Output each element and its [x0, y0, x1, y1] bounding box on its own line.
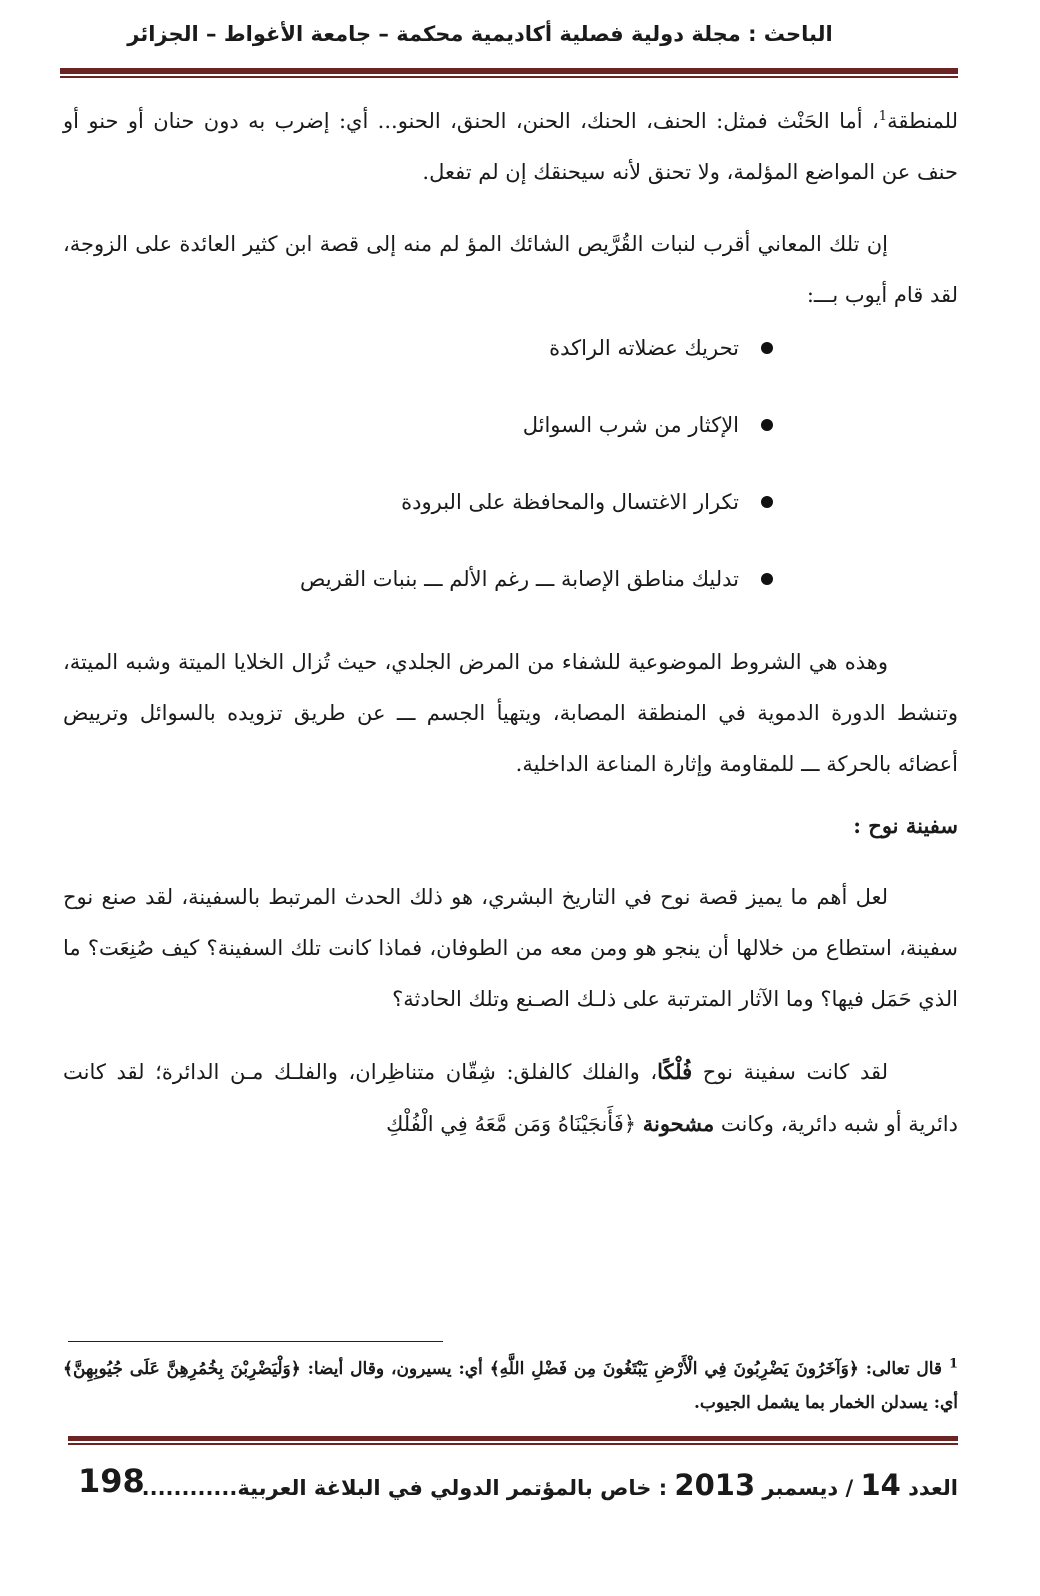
article-body: [63, 96, 958, 1150]
issue-separator: /: [838, 1476, 861, 1500]
issue-month: ديسمبر: [755, 1476, 839, 1500]
list-item-text: تكرار الاغتسال والمحافظة على البرودة: [401, 490, 739, 514]
issue-label: العدد: [900, 1476, 958, 1500]
paragraph-2: إن تلك المعاني أقرب لنبات القُرَّيص الشائك المؤ لم منه إلى قصة ابن كثير العائدة على الزوجة، لقد قام أيوب بـــ:: [63, 232, 958, 307]
paragraph-1-start: للمنطقة: [887, 109, 958, 133]
list-item-text: تدليك مناطق الإصابة ـــ رغم الألم ـــ بنبات القريص: [300, 567, 739, 591]
bullet-icon: [761, 419, 773, 431]
paragraph-5: [63, 1046, 958, 1150]
paragraph-1: [63, 96, 958, 198]
section-heading: سفينة نوح :: [853, 813, 958, 838]
header-rule: [60, 68, 958, 78]
footnote-separator: [68, 1341, 443, 1342]
bullet-list: [63, 329, 958, 637]
issue-year: 2013: [674, 1468, 756, 1502]
footnote-marker: 1: [948, 1356, 958, 1372]
footnote-ref[interactable]: 1: [878, 109, 888, 124]
bullet-icon: [761, 342, 773, 354]
page-footer: [78, 1462, 958, 1508]
list-item: [63, 483, 773, 560]
issue-description: : خاص بالمؤتمر الدولي في البلاغة العربية............: [141, 1476, 675, 1500]
footer-rule: [68, 1436, 958, 1445]
bullet-icon: [761, 573, 773, 585]
paragraph-5-text-b: ، والفلك كالفلق: شِقّان متناظِران، والفلـك مـن الدائرة؛ لقد كانت دائرية أو شبه دائرية، وكانت: [63, 1060, 958, 1136]
paragraph-4: لعل أهم ما يميز قصة نوح في التاريخ البشري، هو ذلك الحدث المرتبط بالسفينة، لقد صنع نوح سفينة، استطاع من خلالها أن ينجو هو ومن معه من الطوفان، فماذا كانت تلك السفينة؟ كيف صُنِعَت؟ ما الذي حَمَل فيها؟ وما الآثار المترتبة على ذلـك الصـنع وتلك الحادثة؟: [63, 885, 958, 1011]
footnote-text: قال تعالى: ﴿وَآخَرُونَ يَضْرِبُونَ فِي الْأَرْضِ يَبْتَغُونَ مِن فَضْلِ اللَّهِ﴾ أي: يسيرون، وقال أيضا: ﴿وَلْيَضْرِبْنَ بِخُمُرِهِنَّ عَلَى جُيُوبِهِنَّ﴾ أي: يسدلن الخمار بما يشمل الجيوب.: [63, 1359, 958, 1413]
list-item: [63, 406, 773, 483]
paragraph-5-text-a: لقد كانت سفينة نوح: [692, 1060, 888, 1084]
footnote: [63, 1352, 958, 1420]
list-item-text: الإكثار من شرب السوائل: [522, 413, 739, 437]
bold-term-mashhuna: مشحونة: [642, 1111, 715, 1136]
paragraph-3: وهذه هي الشروط الموضوعية للشفاء من المرض الجلدي، حيث تُزال الخلايا الميتة وشبه الميتة، وتنشط الدورة الدموية في المنطقة المصابة، ويتهيأ الجسم ـــ عن طريق تزويده بالسوائل وترييض أعضائه بالحركة ـــ للمقاومة وإثارة المناعة الداخلية.: [63, 650, 958, 776]
paragraph-1-rest: ، أما الحَنْث فمثل: الحنف، الحنك، الحنن، الحنق، الحنو... أي: إضرب به دون حنان أو حنو أو حنف عن المواضع المؤلمة، ولا تحنق لأنه سيحنقك إن لم تفعل.: [63, 109, 958, 184]
quran-quote: ﴿فَأَنجَيْنَاهُ وَمَن مَّعَهُ فِي الْفُلْكِ: [386, 1112, 643, 1136]
list-item-text: تحريك عضلاته الراكدة: [549, 336, 739, 360]
page-number: 198: [78, 1462, 145, 1500]
list-item: [63, 560, 773, 637]
journal-header: الباحث : مجلة دولية فصلية أكاديمية محكمة – جامعة الأغواط – الجزائر: [127, 22, 833, 46]
issue-info: [142, 1468, 958, 1502]
bold-term-fulk: فُلْكًا: [657, 1059, 693, 1084]
list-item: [63, 329, 773, 406]
issue-number: 14: [860, 1468, 901, 1502]
bullet-icon: [761, 496, 773, 508]
